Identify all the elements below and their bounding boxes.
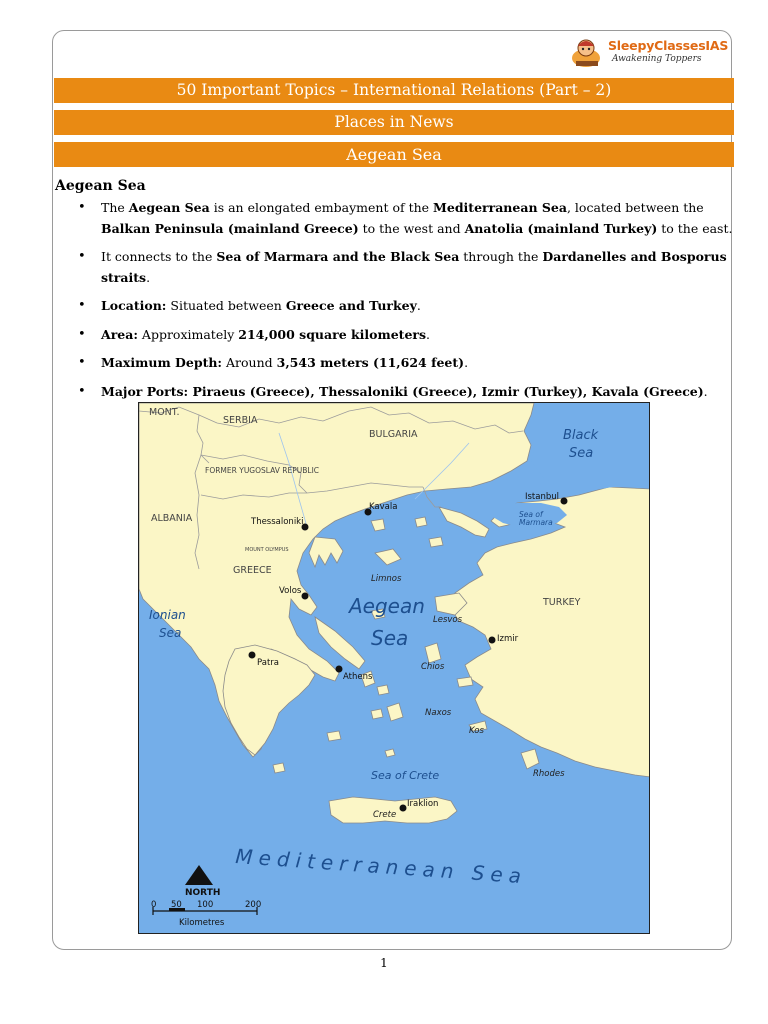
island-samothrace	[415, 517, 427, 527]
list-item: • Location: Situated between Greece and Turkey.	[74, 296, 734, 317]
label-athens: Athens	[343, 672, 373, 682]
bullet-list	[74, 198, 734, 410]
label-aegean-line1: Aegean	[349, 594, 425, 618]
island-milos	[327, 731, 341, 741]
label-black-sea-line1: Black	[563, 428, 599, 443]
city-marker-patra	[249, 652, 256, 659]
label-istanbul: Istanbul	[525, 492, 560, 502]
mascot-icon	[570, 36, 610, 70]
page-number: 1	[380, 956, 388, 970]
label-fyr: FORMER YUGOSLAV REPUBLIC	[205, 466, 320, 475]
landmass-halkidiki	[309, 537, 343, 567]
label-aegean-line2: Sea	[371, 626, 409, 650]
label-marmara-line1: Sea of	[519, 510, 543, 519]
label-lesvos: Lesvos	[433, 615, 463, 625]
scale-unit-label: Kilometres	[179, 918, 225, 928]
city-marker-istanbul	[561, 498, 568, 505]
label-kos: Kos	[469, 726, 484, 736]
list-item: • Maximum Depth: Around 3,543 meters (11,624 feet).	[74, 353, 734, 374]
sleepyclasses-logo	[570, 36, 730, 70]
label-ionian-line2: Sea	[159, 626, 182, 640]
island-limnos	[375, 549, 401, 565]
topic-title-banner: Aegean Sea	[54, 142, 734, 167]
label-albania: ALBANIA	[151, 513, 193, 524]
category-title-banner: Places in News	[54, 110, 734, 135]
label-mount-olympus: MOUNT OLYMPUS	[245, 547, 289, 553]
scale-label-200: 200	[245, 900, 262, 910]
map-graphic	[139, 403, 650, 934]
label-kavala: Kavala	[369, 502, 398, 512]
label-mediterranean: Mediterranean Sea	[234, 844, 528, 889]
list-item: • It connects to the Sea of Marmara and the Black Sea through the Dardanelles and Bosporus straits.	[74, 247, 734, 288]
aegean-sea-map	[138, 402, 650, 934]
landmass-thrace	[439, 507, 489, 537]
label-patra: Patra	[257, 658, 279, 668]
label-rhodes: Rhodes	[533, 769, 565, 779]
island-thasos	[371, 519, 385, 531]
label-north: NORTH	[185, 888, 221, 898]
label-turkey: TURKEY	[543, 597, 581, 608]
label-mont: MONT.	[149, 407, 180, 418]
section-heading: Aegean Sea	[55, 178, 146, 194]
label-chios: Chios	[421, 662, 445, 672]
island-rhodes	[521, 749, 539, 769]
scale-label-0: 0	[151, 900, 157, 910]
label-izmir: Izmir	[497, 634, 519, 644]
scale-label-100: 100	[197, 900, 214, 910]
city-marker-izmir	[489, 637, 496, 644]
city-marker-athens	[336, 666, 343, 673]
label-naxos: Naxos	[425, 708, 452, 718]
island-samos	[457, 677, 473, 687]
label-crete: Crete	[373, 810, 397, 820]
list-item: • Major Ports: Piraeus (Greece), Thessaloniki (Greece), Izmir (Turkey), Kavala (Greece).	[74, 382, 734, 403]
island-santorini	[385, 749, 395, 757]
city-marker-iraklion	[400, 805, 407, 812]
label-greece: GREECE	[233, 565, 272, 576]
label-ionian-line1: Ionian	[149, 608, 186, 622]
series-title-banner: 50 Important Topics – International Relations (Part – 2)	[54, 78, 734, 103]
label-sea-of-crete: Sea of Crete	[371, 769, 440, 782]
city-marker-volos	[302, 593, 309, 600]
list-item: • The Aegean Sea is an elongated embayment of the Mediterranean Sea, located between the Balkan Peninsula (mainland Greece) to the west and Anatolia (mainland Turkey) to the east.	[74, 198, 734, 239]
logo-brand-text: SleepyClassesIAS	[608, 38, 729, 53]
label-iraklion: Iraklion	[407, 799, 439, 809]
island-kythira	[273, 763, 285, 773]
label-black-sea-line2: Sea	[569, 446, 594, 461]
label-thessaloniki: Thessaloniki	[251, 517, 304, 527]
island-imbros	[429, 537, 443, 547]
logo-tagline: Awakening Toppers	[612, 54, 702, 64]
north-arrow-icon	[185, 865, 213, 885]
scale-label-50: 50	[171, 900, 182, 910]
island-naxos	[387, 703, 403, 721]
label-bulgaria: BULGARIA	[369, 429, 418, 440]
label-marmara-line2: Marmara	[519, 518, 553, 527]
island-paros	[371, 709, 383, 719]
label-serbia: SERBIA	[223, 415, 258, 426]
island-tinos	[377, 685, 389, 695]
island-chios	[425, 643, 441, 663]
label-volos: Volos	[279, 586, 302, 596]
list-item: • Area: Approximately 214,000 square kilometers.	[74, 325, 734, 346]
label-limnos: Limnos	[371, 574, 402, 584]
